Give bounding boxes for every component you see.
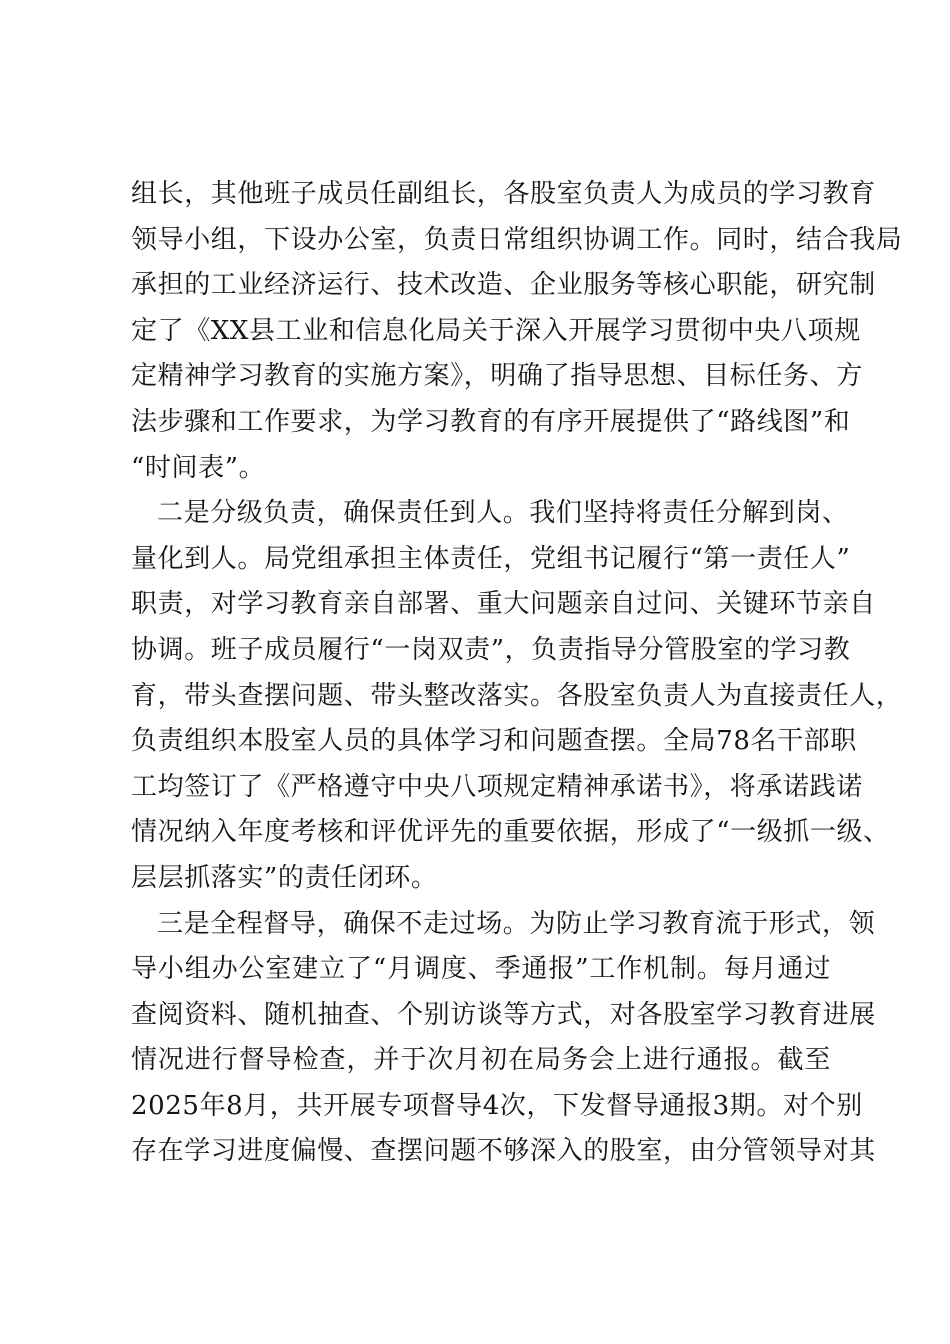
text-line: 层层抓落实”的责任闭环。 [131,862,438,893]
text-line: 情况进行督导检查，并于次月初在局务会上进行通报。截至 [131,1045,831,1076]
text-line: 职责，对学习教育亲自部署、重大问题亲自过问、关键环节亲自 [131,589,876,620]
text-line: 导小组办公室建立了“月调度、季通报”工作机制。每月通过 [131,954,831,985]
text-line: 定精神学习教育的实施方案》，明确了指导思想、目标任务、方 [131,361,863,392]
text-line: 组长，其他班子成员任副组长，各股室负责人为成员的学习教育 [131,179,876,209]
text-line: 工均签订了《严格遵守中央八项规定精神承诺书》，将承诺践诺 [131,771,863,802]
text-line: 存在学习进度偏慢、查摆问题不够深入的股室，由分管领导对其 [131,1136,876,1167]
text-line: 领导小组，下设办公室，负责日常组织协调工作。同时，结合我局 [131,224,903,255]
text-line: 量化到人。局党组承担主体责任，党组书记履行“第一责任人” [131,543,851,574]
text-line: “时间表”。 [131,452,266,483]
text-line: 法步骤和工作要求，为学习教育的有序开展提供了“路线图”和 [131,406,851,437]
text-line: 2025年8月，共开展专项督导4次，下发督导通报3期。对个别 [131,1090,863,1121]
text-line: 承担的工业经济运行、技术改造、企业服务等核心职能，研究制 [131,270,876,301]
text-line: 育，带头查摆问题、带头整改落实。各股室负责人为直接责任人， [131,680,903,711]
text-line: 查阅资料、随机抽查、个别访谈等方式，对各股室学习教育进展 [131,999,876,1030]
body-text [131,172,903,1175]
text-line: 协调。班子成员履行“一岗双责”，负责指导分管股室的学习教 [131,634,851,665]
paragraph-start-line: 二是分级负责，确保责任到人。我们坚持将责任分解到岗、 [157,498,849,529]
text-line: 负责组织本股室人员的具体学习和问题查摆。全局78名干部职 [131,726,857,757]
text-line: 情况纳入年度考核和评优评先的重要依据，形成了“一级抓一级、 [131,817,890,848]
paragraph-start-line: 三是全程督导，确保不走过场。为防止学习教育流于形式，领 [157,908,876,939]
text-line: 定了《XX县工业和信息化局关于深入开展学习贯彻中央八项规 [131,315,861,346]
